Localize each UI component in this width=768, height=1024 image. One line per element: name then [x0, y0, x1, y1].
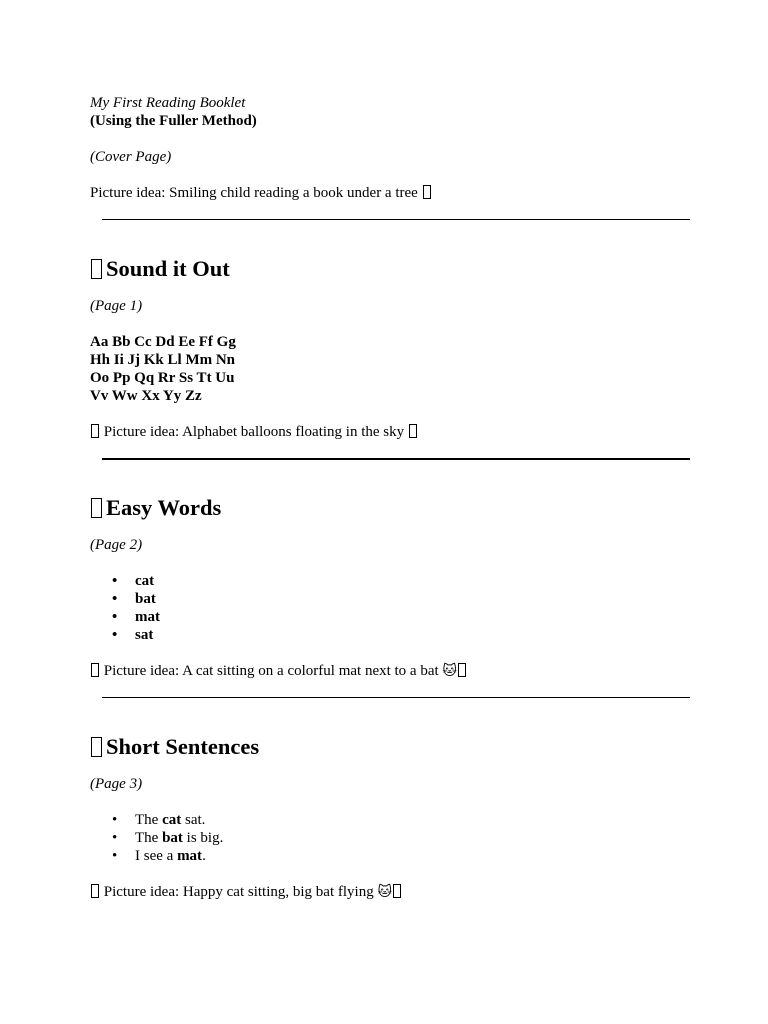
picture-idea [90, 423, 690, 441]
page-label: (Page 3) [90, 776, 143, 792]
alphabet-line: Vv Ww Xx Yy Zz [90, 388, 202, 404]
list-item: • sat [135, 626, 690, 644]
missing-glyph-icon [91, 884, 99, 898]
sentence-text: is big. [182, 830, 224, 846]
alphabet-line: Aa Bb Cc Dd Ee Ff Gg [90, 334, 236, 350]
cover-picture-prefix: Picture idea: [90, 185, 170, 201]
cover-page-label: (Cover Page) [90, 149, 172, 165]
sentence-text: . [202, 848, 206, 864]
list-item [135, 829, 690, 847]
missing-glyph-icon [458, 663, 466, 677]
sentence-text: sat. [181, 812, 206, 828]
sentence-keyword: cat [162, 812, 182, 828]
cover-picture-idea [90, 184, 690, 202]
missing-glyph-icon [91, 663, 99, 677]
cat-face-icon: 🐱 [377, 884, 393, 900]
list-item [135, 847, 690, 865]
alphabet-line: Hh Ii Jj Kk Ll Mm Nn [90, 352, 236, 368]
section-heading-easy-words [90, 495, 690, 521]
alphabet-line: Oo Pp Qq Rr Ss Tt Uu [90, 370, 235, 386]
picture-text: Happy cat sitting, big bat flying [182, 884, 374, 900]
missing-glyph-icon [423, 185, 431, 199]
page-label: (Page 1) [90, 298, 143, 314]
section-heading-sound-it-out [90, 256, 690, 282]
sentence-text: The [135, 830, 163, 846]
booklet-title: My First Reading Booklet [90, 95, 246, 111]
picture-prefix: Picture idea: [103, 424, 183, 440]
missing-glyph-icon [91, 424, 99, 438]
picture-idea [90, 662, 690, 680]
section-heading-text: Sound it Out [106, 256, 230, 281]
sentence-text: I see a [135, 848, 178, 864]
section-heading-text: Easy Words [106, 495, 222, 520]
section-heading-short-sentences [90, 734, 690, 760]
picture-idea [90, 883, 690, 901]
page-label: (Page 2) [90, 537, 143, 553]
missing-glyph-icon [91, 737, 102, 757]
picture-prefix: Picture idea: [103, 884, 183, 900]
document-body [90, 94, 690, 901]
list-item: • cat [135, 572, 690, 590]
missing-glyph-icon [91, 259, 102, 279]
list-item: • bat [135, 590, 690, 608]
sentence-keyword: bat [162, 830, 183, 846]
word-list [90, 572, 690, 644]
cat-face-icon: 🐱 [442, 663, 458, 679]
list-item: • mat [135, 608, 690, 626]
picture-prefix: Picture idea: [103, 663, 183, 679]
sentence-text: The [135, 812, 163, 828]
booklet-subtitle: (Using the Fuller Method) [90, 113, 257, 129]
picture-text: A cat sitting on a colorful mat next to a bat [182, 663, 439, 679]
missing-glyph-icon [91, 498, 102, 518]
missing-glyph-icon [409, 424, 417, 438]
picture-text: Alphabet balloons floating in the sky [182, 424, 405, 440]
list-item [135, 811, 690, 829]
sentence-list [90, 811, 690, 865]
section-heading-text: Short Sentences [106, 734, 260, 759]
missing-glyph-icon [393, 884, 401, 898]
cover-picture-text: Smiling child reading a book under a tree [169, 185, 418, 201]
sentence-keyword: mat [177, 848, 203, 864]
